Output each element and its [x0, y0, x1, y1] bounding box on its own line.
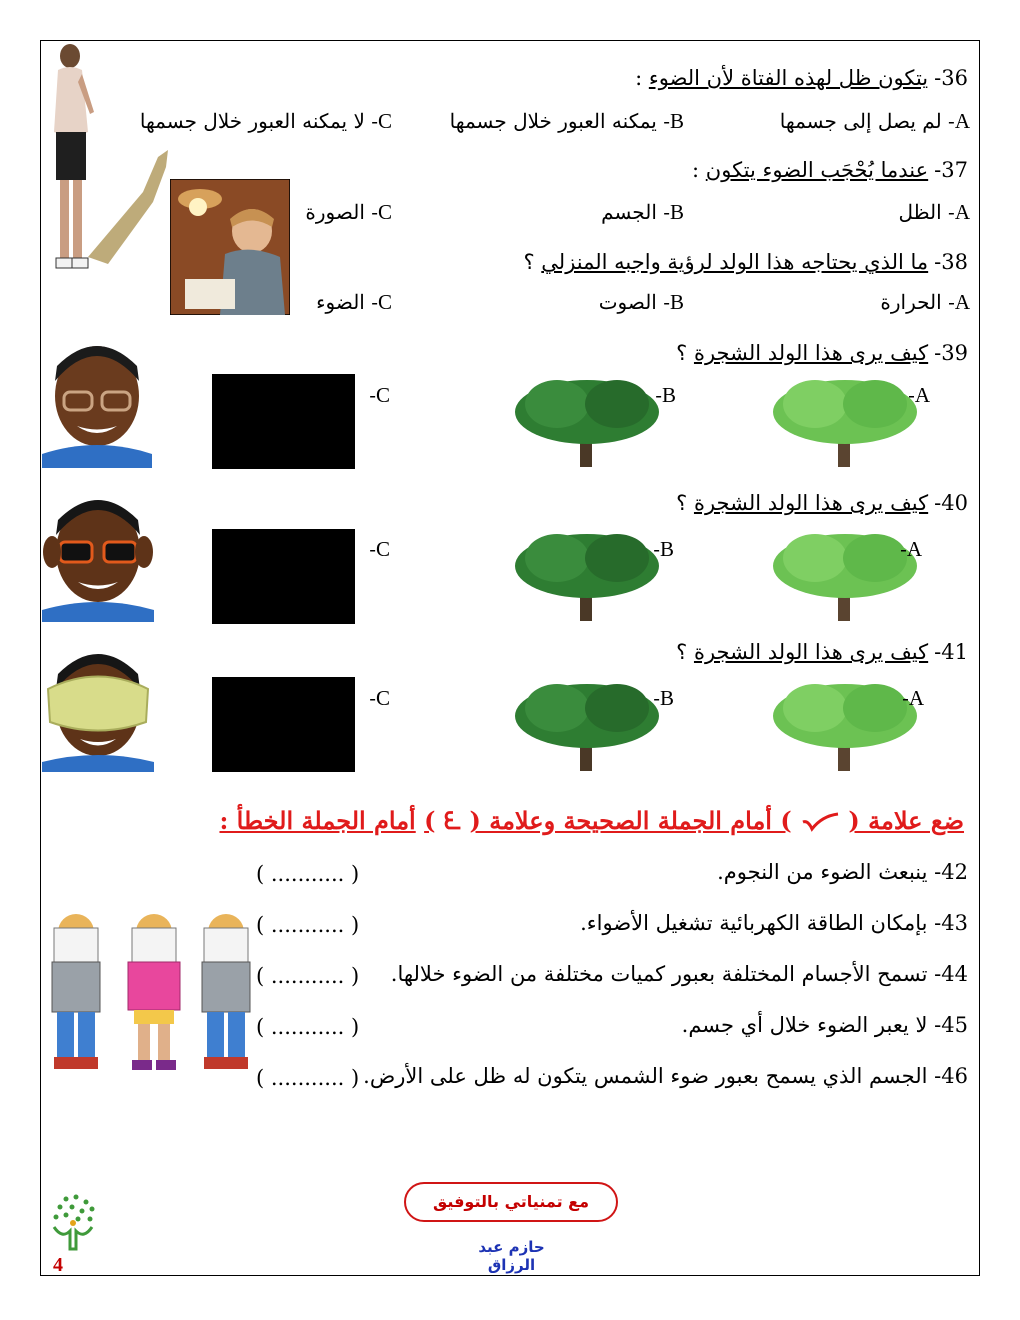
option-41-c[interactable] [369, 686, 390, 711]
heading-part-3: ) [424, 806, 436, 835]
question-number: 38- [934, 250, 968, 274]
option-letter: C [375, 537, 390, 561]
question-stem: يتكون ظل لهذه الفتاة لأن الضوء [648, 66, 929, 90]
option-39-c[interactable] [369, 383, 390, 408]
option-letter: B [659, 686, 674, 710]
question-41 [676, 640, 968, 664]
question-number: 36- [934, 66, 968, 90]
question-tail: ؟ [676, 341, 694, 365]
option-text: - الظل [898, 200, 955, 224]
tree-clear-image-40 [770, 526, 920, 624]
question-37 [692, 158, 968, 182]
option-letter: B [669, 290, 684, 314]
boy-eye-mask-photo [42, 644, 154, 772]
option-36-c[interactable] [140, 109, 392, 134]
option-text: - يمكنه العبور خلال جسمها [449, 109, 670, 133]
heading-part-1: ضع علامة ( [848, 806, 964, 835]
option-text: - [902, 686, 909, 710]
question-number: 37- [934, 158, 968, 182]
answer-blank-44[interactable]: ( ........... ) [256, 964, 360, 988]
option-text: - [908, 383, 915, 407]
question-tail: ؟ [676, 640, 694, 664]
question-number: 41- [934, 640, 968, 664]
item-number: 43- [934, 911, 968, 935]
answer-blank-46[interactable]: ( ........... ) [256, 1066, 360, 1090]
school-tree-logo [48, 1193, 100, 1251]
option-text: - [655, 383, 662, 407]
item-number: 46- [934, 1064, 968, 1088]
true-false-heading [219, 806, 964, 835]
question-39 [676, 341, 968, 365]
option-41-b[interactable] [653, 686, 674, 711]
question-stem: كيف يرى هذا الولد الشجرة [693, 491, 929, 515]
tf-item-44 [391, 962, 968, 986]
option-text: - [653, 686, 660, 710]
check-mark-icon [800, 812, 840, 834]
good-luck-badge: مع تمنياتي بالتوفيق [404, 1182, 618, 1222]
question-stem: كيف يرى هذا الولد الشجرة [693, 640, 929, 664]
option-text: - [653, 537, 660, 561]
option-37-c[interactable] [305, 200, 392, 225]
question-stem: عندما يُحْجَب الضوء يتكون [705, 158, 929, 182]
black-box-option-c-39 [212, 374, 355, 469]
option-letter: A [906, 537, 922, 561]
boy-homework-photo [170, 179, 290, 315]
option-letter: C [375, 686, 390, 710]
black-box-option-c-40 [212, 529, 355, 624]
option-letter: B [669, 109, 684, 133]
girl-shadow-illustration [48, 42, 178, 282]
question-36 [635, 66, 968, 90]
option-letter: B [669, 200, 684, 224]
item-text: الجسم الذي يسمح بعبور ضوء الشمس يتكون له ظل على الأرض. [363, 1064, 928, 1088]
option-letter: A [954, 290, 970, 314]
option-text: - الضوء [316, 290, 378, 314]
tree-dark-image-40 [512, 526, 662, 624]
question-tail: ؟ [523, 250, 542, 274]
question-tail: ؟ [676, 491, 694, 515]
option-letter: C [377, 290, 392, 314]
item-text: بإمكان الطاقة الكهربائية تشغيل الأضواء. [580, 911, 928, 935]
option-38-b[interactable] [599, 290, 684, 315]
tree-dark-image-39 [512, 372, 662, 470]
tree-clear-image-39 [770, 372, 920, 470]
option-41-a[interactable] [902, 686, 924, 711]
tree-clear-image-41 [770, 676, 920, 774]
answer-blank-42[interactable]: ( ........... ) [256, 862, 360, 886]
option-text: - [369, 686, 376, 710]
option-letter: A [914, 383, 930, 407]
answer-blank-45[interactable]: ( ........... ) [256, 1015, 360, 1039]
option-letter: C [377, 200, 392, 224]
option-40-a[interactable] [900, 537, 922, 562]
option-text: - [369, 383, 376, 407]
option-40-b[interactable] [653, 537, 674, 562]
question-number: 39- [934, 341, 968, 365]
option-text: - لا يمكنه العبور خلال جسمها [139, 109, 378, 133]
option-letter: A [954, 109, 970, 133]
heading-part-4: أمام الجملة الخطأ : [219, 806, 416, 835]
option-letter: A [908, 686, 924, 710]
option-37-b[interactable] [601, 200, 684, 225]
black-box-option-c-41 [212, 677, 355, 772]
item-text: ينبعث الضوء من النجوم. [717, 860, 928, 884]
cross-mark-icon: ᘍ [443, 806, 462, 835]
question-number: 40- [934, 491, 968, 515]
option-text: - الصوت [598, 290, 670, 314]
children-holding-signs-illustration [44, 910, 254, 1075]
option-37-a[interactable] [899, 200, 971, 225]
option-text: - [900, 537, 907, 561]
option-letter: C [377, 109, 392, 133]
item-number: 44- [934, 962, 968, 986]
option-36-a[interactable] [780, 109, 970, 134]
heading-part-2: ) أمام الجملة الصحيحة وعلامة ( [469, 806, 792, 835]
option-text: - [369, 537, 376, 561]
item-number: 45- [934, 1013, 968, 1037]
boy-glasses-photo [42, 336, 152, 468]
option-text: - الصورة [305, 200, 378, 224]
option-letter: C [375, 383, 390, 407]
option-39-b[interactable] [655, 383, 676, 408]
boy-sunglasses-photo [42, 490, 154, 622]
question-40 [676, 491, 968, 515]
option-36-b[interactable] [450, 109, 684, 134]
tf-item-42 [717, 860, 968, 884]
question-tail: : [635, 66, 649, 90]
option-text: - لم يصل إلى جسمها [779, 109, 955, 133]
question-tail: : [692, 158, 706, 182]
page-number: 4 [53, 1254, 63, 1276]
option-38-c[interactable] [316, 290, 392, 315]
answer-blank-43[interactable]: ( ........... ) [256, 913, 360, 937]
question-38 [523, 250, 968, 274]
question-stem: ما الذي يحتاجه هذا الولد لرؤية واجبه المنزلي [541, 250, 929, 274]
option-38-a[interactable] [880, 290, 970, 315]
item-number: 42- [934, 860, 968, 884]
option-letter: B [659, 537, 674, 561]
option-text: - الجسم [601, 200, 670, 224]
item-text: لا يعبر الضوء خلال أي جسم. [681, 1013, 928, 1037]
option-39-a[interactable] [908, 383, 930, 408]
tf-item-43 [580, 911, 968, 935]
option-text: - الحرارة [880, 290, 955, 314]
tf-item-46 [363, 1064, 968, 1088]
tree-dark-image-41 [512, 676, 662, 774]
author-name: حازم عبد الرزاق [478, 1238, 545, 1274]
question-stem: كيف يرى هذا الولد الشجرة [693, 341, 929, 365]
option-40-c[interactable] [369, 537, 390, 562]
tf-item-45 [682, 1013, 968, 1037]
option-letter: B [661, 383, 676, 407]
item-text: تسمح الأجسام المختلفة بعبور كميات مختلفة من الضوء خلالها. [390, 962, 928, 986]
option-letter: A [954, 200, 970, 224]
